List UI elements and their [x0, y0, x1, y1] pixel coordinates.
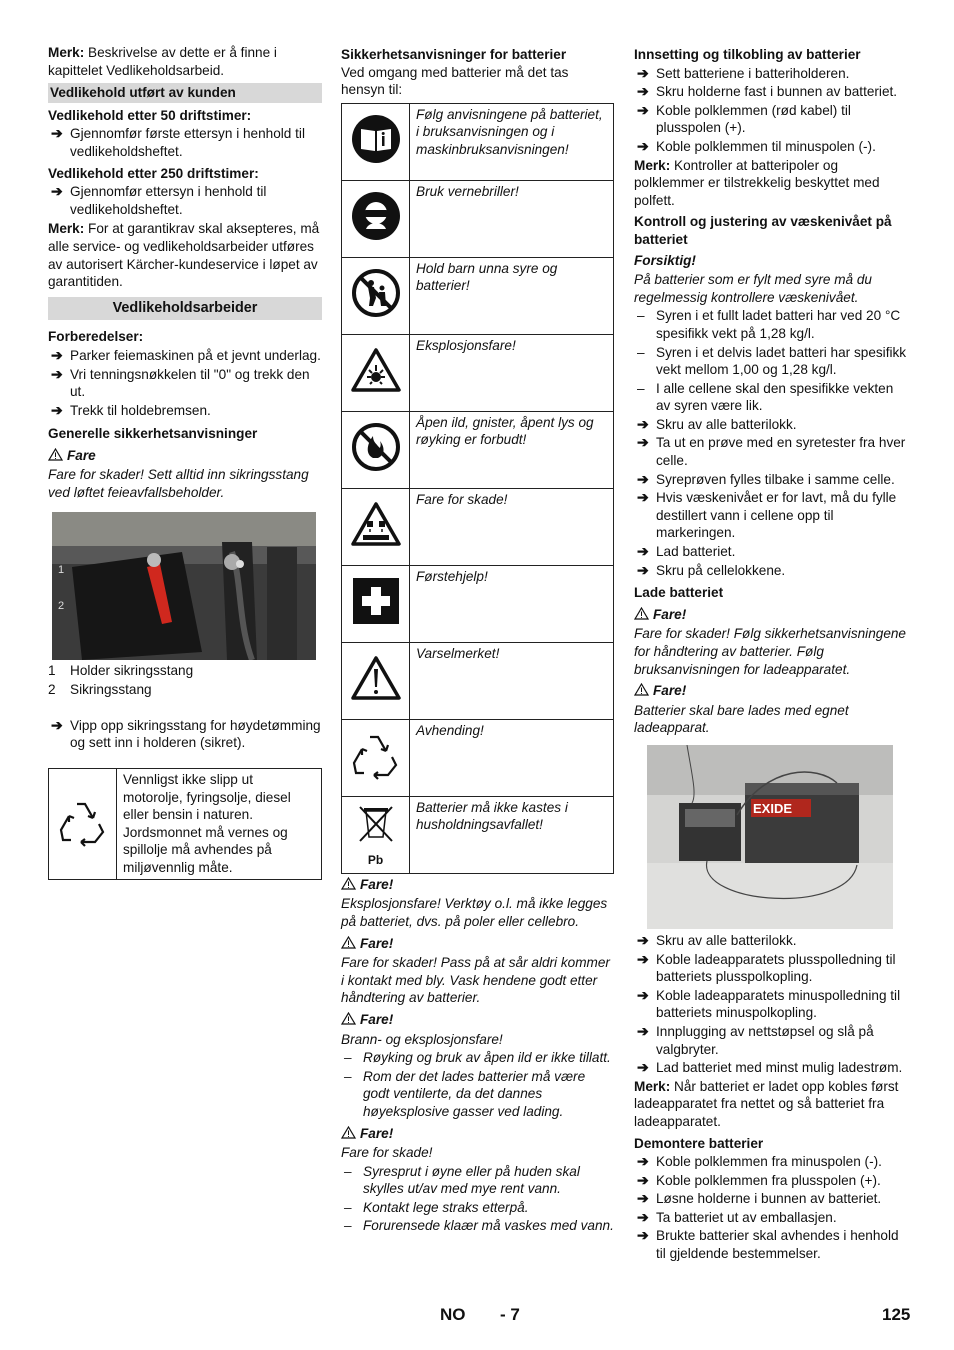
warning-heading: Fare! [634, 606, 910, 624]
goggles-icon [342, 180, 410, 257]
list-item: ➔ Vri tenningsnøkkelen til "0" og trekk den ut. [51, 365, 310, 400]
column-1 [48, 44, 322, 880]
explosion-icon [342, 334, 410, 411]
arrow-icon: ➔ [637, 1153, 649, 1170]
safety-rod-photo [52, 512, 316, 660]
list-item: ➔ Lad batteriet. [637, 543, 736, 560]
arrow-icon: ➔ [637, 950, 649, 967]
warning-heading: Fare! [341, 1011, 614, 1029]
photo-legend [48, 662, 322, 699]
warning-triangle-icon [341, 1126, 356, 1139]
warning-triangle-icon [341, 877, 356, 890]
list-item: ➔ Koble ladeapparatets minuspolledning til batteriets minuspolkopling. [637, 986, 901, 1021]
arrow-icon: ➔ [637, 986, 649, 1003]
arrow-icon: ➔ [637, 137, 649, 154]
list-item: ➔ Vipp opp sikringsstang for høydetømming og sett inn i holderen (sikret). [51, 716, 321, 751]
arrow-icon: ➔ [51, 183, 63, 200]
arrow-icon: ➔ [637, 489, 649, 506]
table-row: Fare for skade! [342, 488, 614, 565]
heading-remove-batteries: Demontere batterier [634, 1135, 764, 1151]
footer-language: NO [440, 1305, 466, 1324]
warning-triangle-icon [634, 683, 649, 696]
arrow-icon: ➔ [637, 470, 649, 487]
note-2: Merk: For at garantikrav skal aksepteres, må alle service- og vedlikeholdsarbeider utføres av autorisert Kärcher-kundeservice i løpet av garantitiden. [48, 221, 320, 290]
heading-preparations: Forberedelser: [48, 329, 144, 345]
list-item: ➔ Lad batteriet med minst mulig ladestrøm. [637, 1059, 903, 1076]
warning-text: Fare for skade! [341, 1145, 433, 1161]
list-item: ➔ Syreprøven fylles tilbake i samme celle. [637, 470, 895, 487]
heading-fluid-level: Kontroll og justering av væskenivået på batteriet [634, 214, 892, 247]
arrow-icon: ➔ [637, 931, 649, 948]
list-item: ➔ Ta batteriet ut av emballasjen. [637, 1208, 837, 1225]
photo-label-1: 1 [58, 563, 65, 576]
warning-heading: Fare [48, 447, 322, 465]
table-row: Åpen ild, gnister, åpent lys og røyking er forbudt! [342, 411, 614, 488]
arrow-icon: ➔ [637, 101, 649, 118]
list-item: ➔ Innplugging av nettstøpsel og slå på valgbryter. [637, 1022, 874, 1057]
section-band-customer-maintenance: Vedlikehold utført av kunden [48, 83, 322, 103]
list-item: – Røyking og bruk av åpen ild er ikke tillatt. [344, 1050, 611, 1066]
warning-heading: Fare! [341, 935, 614, 953]
table-row: Førstehjelp! [342, 565, 614, 642]
warning-text: Batterier skal bare lades med egnet ladeapparat. [634, 702, 849, 736]
heading-battery-safety: Sikkerhetsanvisninger for batterier [341, 47, 567, 62]
legend-item: 2 Sikringsstang [48, 682, 152, 698]
table-row: Eksplosjonsfare! [342, 334, 614, 411]
list-item: – Rom der det lades batterier må være godt ventilerte, da det dannes høyeksplosive gasser ved lading. [344, 1068, 586, 1119]
arrow-icon: ➔ [51, 401, 63, 418]
warning-text: Fare for skader! Følg sikkerhetsanvisningene for håndtering av batterier. Følg bruksanvisningen for ladeapparatet. [634, 626, 906, 677]
recycle-icon [342, 719, 410, 796]
arrow-icon: ➔ [637, 561, 649, 578]
arrow-icon: ➔ [637, 1208, 649, 1225]
list-item: – Forurensede klaær må vaskes med vann. [344, 1218, 614, 1234]
list-item: ➔ Sett batteriene i batteriholderen. [637, 64, 850, 81]
footer-section-page: - 7 [500, 1305, 520, 1324]
heading-charge-battery: Lade batteriet [634, 585, 724, 601]
warning-text: Fare for skader! Sett alltid inn sikringsstang ved løftet feieavfallsbeholder. [48, 467, 309, 501]
table-row: Pb Batterier må ikke kastes i husholdningsavfallet! [342, 796, 614, 873]
no-children-icon [342, 257, 410, 334]
warning-text: Brann- og eksplosjonsfare! [341, 1031, 503, 1047]
list-item: – Syren i et fullt ladet batteri har ved 20 °C spesifikk vekt på 1,28 kg/l. [637, 308, 901, 341]
heading-250-hours: Vedlikehold etter 250 driftstimer: [48, 165, 259, 181]
table-row: Varselmerket! [342, 642, 614, 719]
environment-note-box [48, 768, 322, 880]
legend-item: 1 Holder sikringsstang [48, 662, 194, 678]
arrow-icon: ➔ [51, 125, 63, 142]
list-item: ➔ Koble polklemmen fra plusspolen (+). [637, 1171, 881, 1188]
book-info-icon [342, 103, 410, 180]
list-item: – Syren i et delvis ladet batteri har spesifikk vekt mellom 1,00 og 1,28 kg/l. [637, 344, 907, 378]
list-item: ➔ Brukte batterier skal avhendes i henhold til gjeldende bestemmelser. [637, 1227, 899, 1262]
warning-heading: Fare! [341, 876, 614, 894]
first-aid-icon [342, 565, 410, 642]
warning-text: Eksplosjonsfare! Verktøy o.l. må ikke legges på batteriet, dvs. på poler eller cellebro. [341, 896, 608, 929]
corrosive-icon [342, 488, 410, 565]
arrow-icon: ➔ [637, 434, 649, 451]
pb-label: Pb [367, 852, 384, 867]
warning-icon [342, 642, 410, 719]
list-item: ➔ Koble polklemmen til minuspolen (-). [637, 137, 876, 154]
warning-heading: Fare! [341, 1125, 614, 1143]
table-row: Avhending! [342, 719, 614, 796]
note: Merk: Når batteriet er ladet opp kobles først ladeapparatet fra nettet og så batteriet fra ladeapparatet. [634, 1078, 899, 1129]
arrow-icon: ➔ [637, 1190, 649, 1207]
list-item: ➔ Parker feiemaskinen på et jevnt underlag. [51, 346, 321, 363]
list-item: ➔ Løsne holderne i bunnen av batteriet. [637, 1190, 882, 1207]
intro-text: Ved omgang med batterier må det tas hensyn til: [341, 64, 569, 98]
list-item: ➔ Koble polklemmen (rød kabel) til plusspolen (+). [637, 101, 851, 136]
list-item: ➔ Gjennomfør ettersyn i henhold til vedlikeholdsheftet. [51, 183, 267, 217]
heading-general-safety: Generelle sikkerhetsanvisninger [48, 426, 258, 442]
arrow-icon: ➔ [51, 346, 63, 363]
arrow-icon: ➔ [51, 365, 63, 382]
list-item: – Syresprut i øyne eller på huden skal skylles ut/av med mye rent vann. [344, 1163, 580, 1197]
no-fire-icon [342, 411, 410, 488]
list-item: ➔ Koble ladeapparatets plusspolledning til batteriets plusspolkopling. [637, 950, 896, 985]
table-row: Bruk vernebriller! [342, 180, 614, 257]
list-item: ➔ Gjennomfør første ettersyn i henhold til vedlikeholdsheftet. [51, 125, 305, 159]
column-3 [634, 44, 910, 1264]
list-item: ➔ Hvis væskenivået er for lavt, må du fylle destillert vann i cellene opp til markeringen. [637, 489, 897, 541]
warning-text: Fare for skader! Pass på at sår aldri kommer i kontakt med bly. Vask hendene godt etter håndtering av batterier. [341, 955, 610, 1006]
battery-charging-photo [647, 745, 893, 929]
heading-install-batteries: Innsetting og tilkobling av batterier [634, 47, 861, 62]
note: Merk: Kontroller at batteripoler og polklemmer er tilstrekkelig beskyttet med polfett. [634, 157, 880, 208]
warning-heading: Fare! [634, 682, 910, 700]
crossed-bin-icon [342, 796, 410, 873]
arrow-icon: ➔ [637, 415, 649, 432]
list-item: ➔ Skru holderne fast i bunnen av batteriet. [637, 83, 898, 100]
arrow-icon: ➔ [637, 1171, 649, 1188]
heading-50-hours: Vedlikehold etter 50 driftstimer: [48, 107, 252, 123]
page-footer [0, 1306, 954, 1330]
arrow-icon: ➔ [637, 1022, 649, 1039]
note-1: Merk: Beskrivelse av dette er å finne i kapittelet Vedlikeholdsarbeid. [48, 45, 277, 78]
list-item: ➔ Trekk til holdebremsen. [51, 401, 211, 418]
list-item: ➔ Ta ut en prøve med en syretester fra hver celle. [637, 434, 906, 469]
list-item: – Kontakt lege straks etterpå. [344, 1199, 529, 1215]
photo-battery-brand: EXIDE [753, 800, 793, 816]
caution-text: På batterier som er fylt med syre må du regelmessig kontrollere væskenivået. [634, 272, 872, 305]
warning-triangle-icon [634, 607, 649, 620]
list-item: ➔ Skru av alle batterilokk. [637, 931, 797, 948]
recycle-icon [49, 769, 117, 880]
environment-note-text: Vennligst ikke slipp ut motorolje, fyringsolje, diesel eller bensin i naturen. Jordsmonnet må vernes og spillolje må avhendes på miljøvennlig måte. [117, 769, 322, 880]
list-item: – I alle cellene skal den spesifikke vekten av syren være lik. [637, 380, 894, 414]
arrow-icon: ➔ [637, 1059, 649, 1076]
arrow-icon: ➔ [637, 83, 649, 100]
warning-triangle-icon [341, 1012, 356, 1025]
photo-label-2: 2 [58, 599, 65, 612]
arrow-icon: ➔ [637, 64, 649, 81]
warning-triangle-icon [48, 448, 63, 461]
arrow-icon: ➔ [637, 1227, 649, 1244]
section-band-maintenance-work: Vedlikeholdsarbeider [48, 297, 322, 321]
symbol-table [341, 103, 614, 874]
column-2 [341, 44, 614, 1236]
warning-triangle-icon [341, 936, 356, 949]
arrow-icon: ➔ [637, 543, 649, 560]
page-number: 125 [882, 1305, 911, 1324]
table-row: Følg anvisningene på batteriet, i bruksanvisningen og i maskinbruksanvisningen! [342, 103, 614, 180]
table-row: Hold barn unna syre og batterier! [342, 257, 614, 334]
arrow-icon: ➔ [51, 716, 63, 733]
list-item: ➔ Koble polklemmen fra minuspolen (-). [637, 1153, 882, 1170]
list-item: ➔ Skru på cellelokkene. [637, 561, 786, 578]
caution-heading: Forsiktig! [634, 252, 696, 268]
list-item: ➔ Skru av alle batterilokk. [637, 415, 797, 432]
